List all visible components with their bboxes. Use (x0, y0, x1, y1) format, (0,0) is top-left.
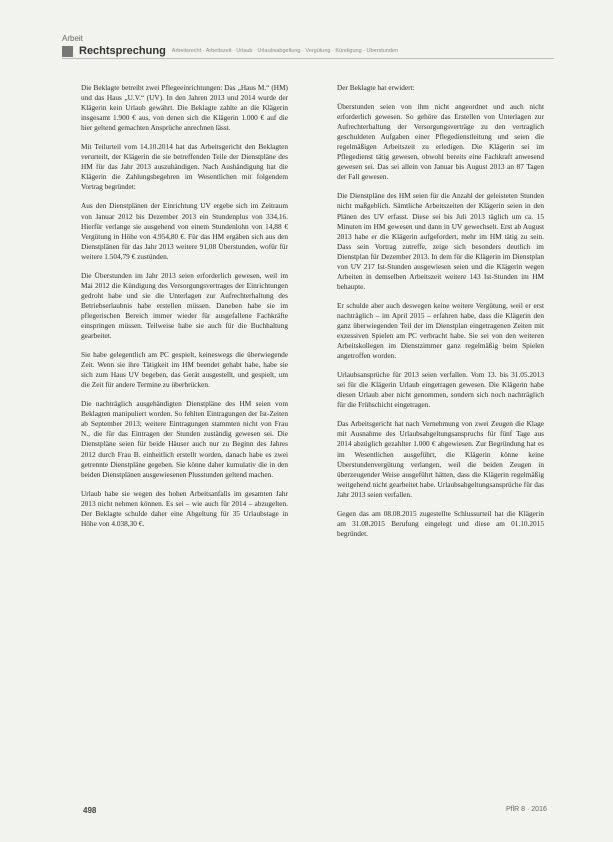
paragraph: Überstunden seien von ihm nicht angeordnet und auch nicht erforderlich gewesen. So gehöre das Erstellen von Unterlagen zur Aufrechterhaltung der Versorgungsverträge zu den vertraglich geschuldeten Aufgaben einer Pflegedienstleitung und seien die regelmäßigen Arbeitszeit zu erledigen. Die Klägerin sei im Pflegedienst tätig gewesen, obwohl bereits eine Fachkraft anwesend gewesen sei. Das sei allein von Januar bis August 2013 an 87 Tagen der Fall gewesen. (337, 102, 544, 182)
paragraph: Gegen das am 08.08.2015 zugestellte Schlussurteil hat die Klägerin am 31.08.2015 Berufung eingelegt und diese am 01.10.2015 begründet. (337, 508, 544, 538)
right-column (337, 83, 544, 548)
left-column (81, 83, 288, 538)
paragraph: Das Arbeitsgericht hat nach Vernehmung von zwei Zeugen die Klage mit Ausnahme des Urlaubsabgeltungsanspruchs für fünf Tage aus 2014 abzüglich gezahlter 1.000 € abgewiesen. Zur Begründung hat es im Wesentlichen ausgeführt, die Klägerin könne keine Überstundenvergütung verlangen, weil die beiden Zeugen in überzeugender Weise ausgeführt hätten, dass die Klägerin regelmäßig weitgehend nicht gearbeitet habe. Urlaubsabgeltungsansprüche für das Jahr 2013 seien verfallen. (337, 419, 544, 499)
section-marker-icon (62, 46, 73, 57)
paragraph: Aus den Dienstplänen der Einrichtung UV ergebe sich im Zeitraum von Januar 2012 bis Dezember 2013 ein Stundenplus von 334,16. Hierfür verlange sie ausgehend von einem Stundenlohn von 14,88 € Vergütung in Höhe von 4.954,80 €. Für das HM ergäben sich aus den Dienstplänen für das Jahr 2013 weitere 91,08 Überstunden, wofür für weitere 1.504,79 € zustünden. (81, 201, 288, 261)
paragraph: Die Überstunden im Jahr 2013 seien erforderlich gewesen, weil im Mai 2012 die Kündigung des Versorgungsvertrages der Einrichtungen gedroht habe und sie die Unterlagen zur Aufrechterhaltung des Betriebserlaubnis habe erstellen müssen. Daneben habe sie im pflegerischen Bereich immer wieder für ausgefallene Fachkräfte einspringen müssen. Teilweise habe sie auch für die Buchhaltung gearbeitet. (81, 270, 288, 341)
paragraph: Er schulde aber auch deswegen keine weitere Vergütung, weil er erst nachträglich – im April 2015 – erfahren habe, dass die Klägerin den ganz überwiegenden Teil der im Dienstplan eingetragenen Zeiten mit exzessiven Spielen am PC verbracht habe. Sie sei von den weiteren Arbeitskollegen im Dienstzimmer ganz regelmäßig beim Spielen angetroffen worden. (337, 300, 544, 361)
section-title: Rechtsprechung (79, 45, 166, 57)
paragraph: Die Dienstpläne des HM seien für die Anzahl der geleisteten Stunden nicht maßgeblich. Sämtliche Arbeitszeiten der Klägerin seien in den Plänen des UV erfasst. Diese sei bis Juli 2013 täglich um ca. 15 Minuten im HM gewesen und dann in UV gewechselt. Erst ab August 2013 habe er die Klägerin aufgefordert, mehr im HM tätig zu sein. Dass sein Vortrag zutreffe, zeige sich besonders deutlich im Dienstplan für Dezember 2013. In dem für die Klägerin im Dienstplan von UV 217 Ist-Stunden ausgewiesen seien und die Klägerin wegen Arbeiten in demselben Arbeitszeit weitere 143 Ist-Stunden im HM behaupte. (337, 191, 544, 291)
paragraph: Die nachträglich ausgehändigten Dienstpläne des HM seien vom Beklagten manipuliert worden. So fehlten Eintragungen der Ist-Zeiten ab September 2013; weitere Eintragungen stammten nicht von Frau N., die für das Eintragen der Stunden zuständig gewesen sei. Die Dienstpläne seien für beide Häuser auch nur zu Beginn des Jahres 2012 durch Frau B. einheitlich erstellt worden, danach habe es zwei getrennte Dienstpläne gegeben. Sie könne daher kumulativ die in den beiden Dienstplänen ausgewiesenen Plusstunden geltend machen. (81, 399, 288, 479)
running-header (62, 44, 554, 59)
paragraph: Urlaubsansprüche für 2013 seien verfallen. Vom 13. bis 31.05.2013 sei für die Klägerin Urlaub eingetragen gewesen. Die Klägerin habe diesen Urlaub aber nicht genommen, sondern sich noch nachträglich für die Frühschicht eingetragen. (337, 370, 544, 410)
paragraph: Sie habe gelegentlich am PC gespielt, keineswegs die überwiegende Zeit. Wenn sie ihre Tätigkeit im HM beendet gehabt habe, habe sie sich zum Haus UV begeben, das Gerät ausgestellt, und gespielt, um die Zeit für andere Termine zu überbrücken. (81, 350, 288, 390)
section-subtitle: Arbeitsrecht · Arbeitszeit · Urlaub · Urlaubsabgeltung · Vergütung · Kündigung · Überstunden (171, 48, 399, 54)
journal-issue: PflR 8 · 2016 (506, 806, 547, 813)
paragraph: Urlaub habe sie wegen des hohen Arbeitsanfalls im gesamten Jahr 2013 nicht nehmen können. Es sei – wie auch für 2014 – abzugelten. Der Beklagte schulde daher eine Abgeltung für 35 Urlaubstage in Höhe von 4.038,30 €. (81, 488, 288, 528)
paragraph: Der Beklagte hat erwidert: (337, 83, 415, 92)
page-number: 498 (83, 806, 97, 815)
section-label: Arbeit (62, 34, 83, 43)
paragraph: Mit Teilurteil vom 14.10.2014 hat das Arbeitsgericht den Beklagten verurteilt, der Klägerin die sie betreffenden Teile der Dienstpläne des HM für das Jahr 2013 auszuhändigen. Nach Aushändigung hat die Klägerin die Zahlungsbegehren im Wesentlichen mit folgendem Vortrag begründet: (81, 142, 288, 192)
paragraph: Die Beklagte betreibt zwei Pflegeeinrichtungen: Das „Haus M.“ (HM) und das Haus „U.V.“ (UV). In den Jahren 2013 und 2014 wurde der Klägerin kein Urlaub gewährt. Die Beklagte zahlte an die Klägerin insgesamt 1.900 € aus, von denen sich die Klägerin 1.000 € auf die hier geltend gemachten Ansprüche anrechnen lässt. (81, 83, 288, 133)
